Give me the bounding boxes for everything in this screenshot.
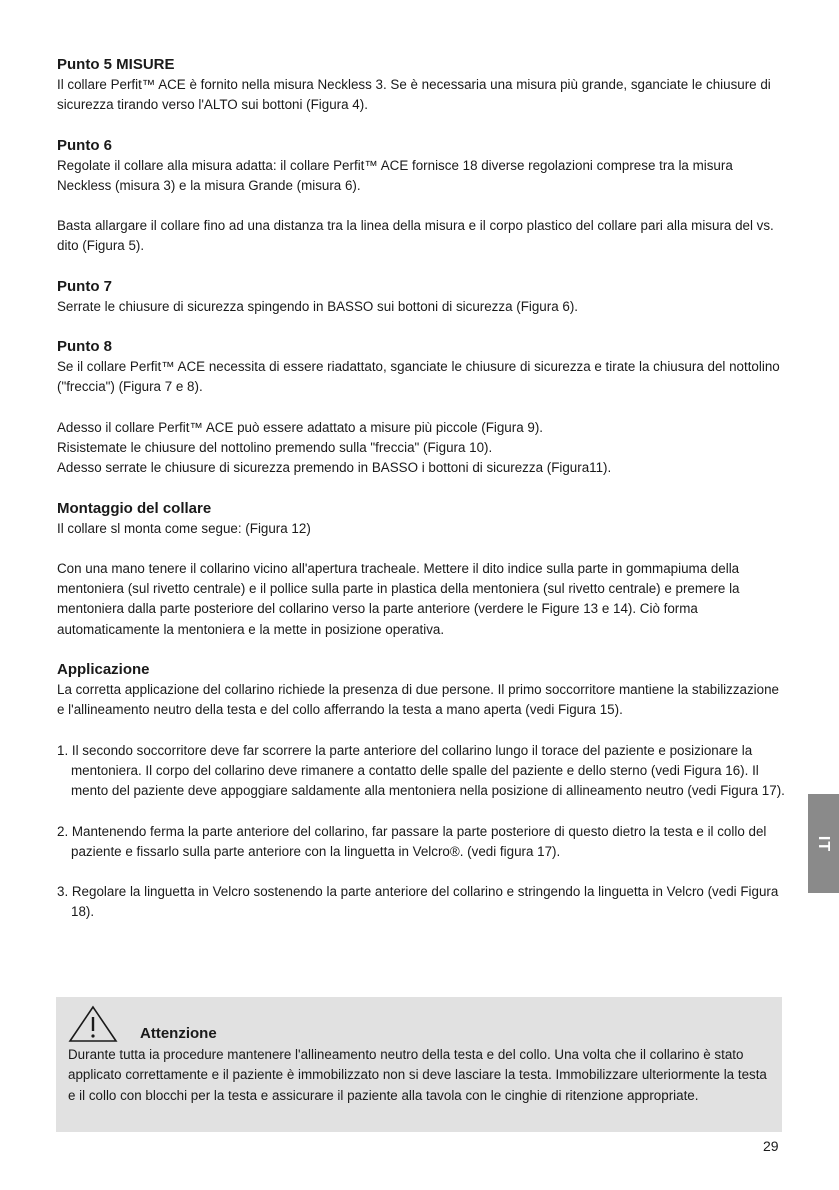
language-tab xyxy=(808,794,839,893)
section-heading: Punto 5 MISURE xyxy=(57,56,175,73)
page-number: 29 xyxy=(763,1138,779,1154)
section-paragraph: Serrate le chiusure di sicurezza spingendo in BASSO sui bottoni di sicurezza (Figura 6). xyxy=(57,298,578,314)
language-tab-label: IT xyxy=(815,835,833,852)
warning-triangle-icon xyxy=(68,1005,118,1050)
section-heading: Applicazione xyxy=(57,661,150,679)
section-paragraph: Il collare sl monta come segue: (Figura 12) xyxy=(57,520,311,536)
section-heading: Montaggio del collare xyxy=(57,499,212,517)
section-paragraph: Basta allargare il collare fino ad una distanza tra la linea della misura e il corpo plastico del collare pari alla misura del vs. dito (Figura 5). xyxy=(57,218,774,254)
list-item: 3. Regolare la linguetta in Velcro sostenendo la parte anteriore del collarino e stringendo la linguetta in Velcro (vedi Figura 18). xyxy=(57,884,779,920)
section-heading: Punto 7 xyxy=(57,277,112,295)
warning-box xyxy=(56,997,782,1132)
list-item: 1. Il secondo soccorritore deve far scorrere la parte anteriore del collarino lungo il torace del paziente e posizionare la mentoniera. Il corpo del collarino deve rimanere a contatto delle spalle del paziente e dello sterno (vedi Figura 16). Il mento del paziente deve appoggiare saldamente alla mentoniera nella posizione di allineamento neutro (vedi Figura 17). xyxy=(57,742,785,799)
section-heading: Punto 8 xyxy=(57,338,112,356)
section-heading: Punto 6 xyxy=(57,136,112,154)
section-applicazione xyxy=(57,660,787,721)
section-punto-5 xyxy=(57,55,787,116)
warning-body: Durante tutta ia procedure mantenere l'allineamento neutro della testa e del collo. Una volta che il collarino è stato applicato correttamente e il paziente è immobilizzato non si deve lasciare la testa. Immobilizzare ulteriormente la testa e il collo con blocchi per la testa e assicurare il paziente alla tavola con le cinghie di ritenzione appropriate. xyxy=(68,1047,767,1103)
list-item: 2. Mantenendo ferma la parte anteriore del collarino, far passare la parte posteriore di questo dietro la testa e il collo del paziente e fissarlo sulla parte anteriore con la linguetta in Velcro®. (vedi figura 17). xyxy=(57,823,767,859)
section-punto-6 xyxy=(57,136,787,257)
section-paragraph: Il collare Perfit™ ACE è fornito nella misura Neckless 3. Se è necessaria una misura più grande, sganciate le chiusure di sicurezza tirando verso l'ALTO sui bottoni (Figura 4). xyxy=(57,77,771,113)
section-punto-7 xyxy=(57,277,787,317)
page-content xyxy=(57,55,787,923)
section-paragraph: Con una mano tenere il collarino vicino all'apertura tracheale. Mettere il dito indice sulla parte in gommapiuma della mentoniera (sul rivetto centrale) e il pollice sulla parte in plastica della mentoniera (sul rivetto centrale) e premere la mentoniera dalla parte posteriore del collarino verso la parte anteriore (verdere le Figure 13 e 14). Ciò forma automaticamente la mentoniera e la mette in posizione operativa. xyxy=(57,560,740,637)
section-paragraph: Adesso il collare Perfit™ ACE può essere adattato a misure più piccole (Figura 9). Risistemate le chiusure del nottolino premendo sulla "freccia" (Figura 10). Adesso serrate le chiusure di sicurezza premendo in BASSO i bottoni di sicurezza (Figura11). xyxy=(57,419,612,476)
section-paragraph: Regolate il collare alla misura adatta: il collare Perfit™ ACE fornisce 18 diverse regolazioni comprese tra la misura Neckless (misura 3) e la misura Grande (misura 6). xyxy=(57,157,733,193)
section-montaggio xyxy=(57,499,787,640)
section-paragraph: La corretta applicazione del collarino richiede la presenza di due persone. Il primo soccorritore mantiene la stabilizzazione e l'allineamento neutro della testa e del collo afferrando la testa a mano aperta (vedi Figura 15). xyxy=(57,682,779,718)
section-paragraph: Se il collare Perfit™ ACE necessita di essere riadattato, sganciate le chiusure di sicurezza e tirate la chiusura del nottolino ("freccia") (Figura 7 e 8). xyxy=(57,359,780,395)
section-punto-8 xyxy=(57,337,787,478)
warning-title: Attenzione xyxy=(140,1025,217,1042)
